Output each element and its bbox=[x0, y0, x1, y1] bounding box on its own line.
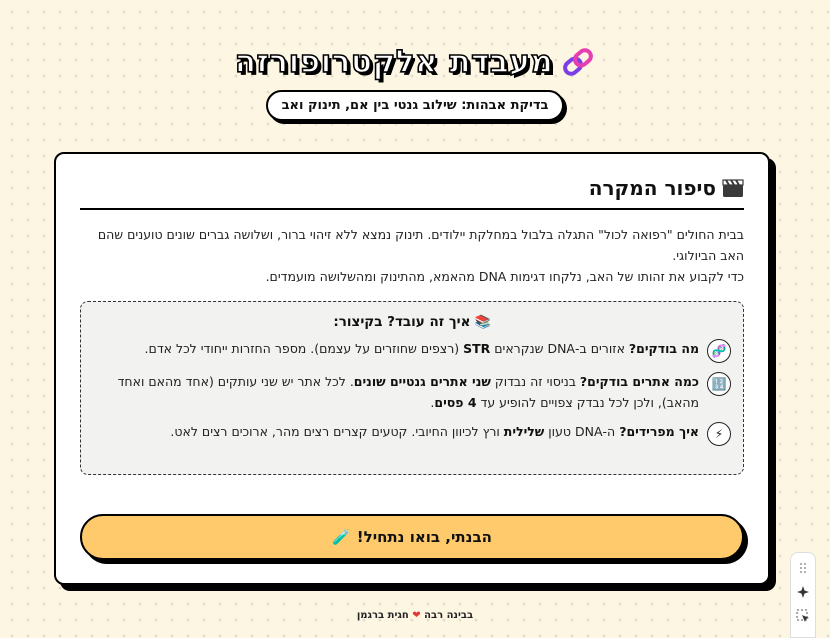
select-cursor-icon[interactable] bbox=[796, 609, 810, 623]
card-header bbox=[80, 176, 744, 210]
heart-icon: ❤ bbox=[412, 610, 421, 621]
footer bbox=[0, 610, 830, 621]
books-icon: 📚 bbox=[474, 314, 491, 330]
title-row bbox=[235, 44, 596, 80]
page-title: מעבדת אלקטרופורזה bbox=[234, 44, 554, 80]
test-tube-icon: 🧪 bbox=[332, 528, 351, 546]
dna-icon: 🧬 bbox=[707, 339, 731, 363]
how-it-works-box bbox=[80, 301, 744, 475]
footer-text-start: בבינה רבה bbox=[424, 610, 474, 621]
info-item-separate bbox=[93, 421, 731, 446]
numbers-icon: 🔢 bbox=[707, 372, 731, 396]
case-story-card bbox=[54, 152, 770, 585]
floating-toolbar bbox=[790, 552, 816, 638]
start-button-label: הבנתי, בואו נתחיל! bbox=[356, 528, 492, 546]
story-paragraph: בבית החולים "רפואה לכול" התגלה בלבול במחלקת יילודים. תינוק נמצא ללא זיהוי ברור, ושלושה גברים שונים טוענים שהם האב הביולוגי. bbox=[97, 227, 744, 263]
app-header bbox=[0, 44, 830, 121]
subtitle-badge: בדיקת אבהות: שילוב גנטי בין אם, תינוק ואב bbox=[266, 90, 565, 121]
start-button[interactable] bbox=[80, 514, 744, 560]
story-paragraph: כדי לקבוע את זהותו של האב, נלקחו דגימות DNA מהאמא, מהתינוק ומהשלושה מועמדים. bbox=[265, 269, 744, 284]
dna-link-icon bbox=[561, 45, 595, 79]
info-item-text: כמה אתרים בודקים? בניסוי זה נבדוק שני אתרים גנטיים שונים. לכל אתר יש שני עותקים (אחד מהאם ואחד מהאב), ולכן לכל נבדק צפויים להופיע עד 4 פסים. bbox=[117, 374, 699, 410]
info-item-how-many bbox=[93, 371, 731, 413]
info-item-what bbox=[93, 338, 731, 363]
info-item-text: איך מפרידים? ה-DNA טעון שלילית ורץ לכיוון החיובי. קטעים קצרים רצים מהר, ארוכים רצים לאט. bbox=[170, 424, 699, 439]
card-title: סיפור המקרה bbox=[588, 176, 716, 200]
footer-author: חגית ברגמן bbox=[356, 610, 409, 621]
sparkle-icon[interactable] bbox=[796, 585, 810, 599]
how-it-works-title bbox=[93, 314, 731, 330]
case-story-text bbox=[80, 224, 744, 287]
how-it-works-title-text: איך זה עובד? בקיצור: bbox=[333, 314, 471, 330]
clapperboard-icon bbox=[722, 178, 744, 198]
drag-handle-icon[interactable] bbox=[796, 561, 810, 575]
info-item-text: מה בודקים? אזורים ב-DNA שנקראים STR (רצפים שחוזרים על עצמם). מספר החזרות ייחודי לכל אדם. bbox=[144, 341, 699, 356]
lightning-icon: ⚡ bbox=[707, 422, 731, 446]
